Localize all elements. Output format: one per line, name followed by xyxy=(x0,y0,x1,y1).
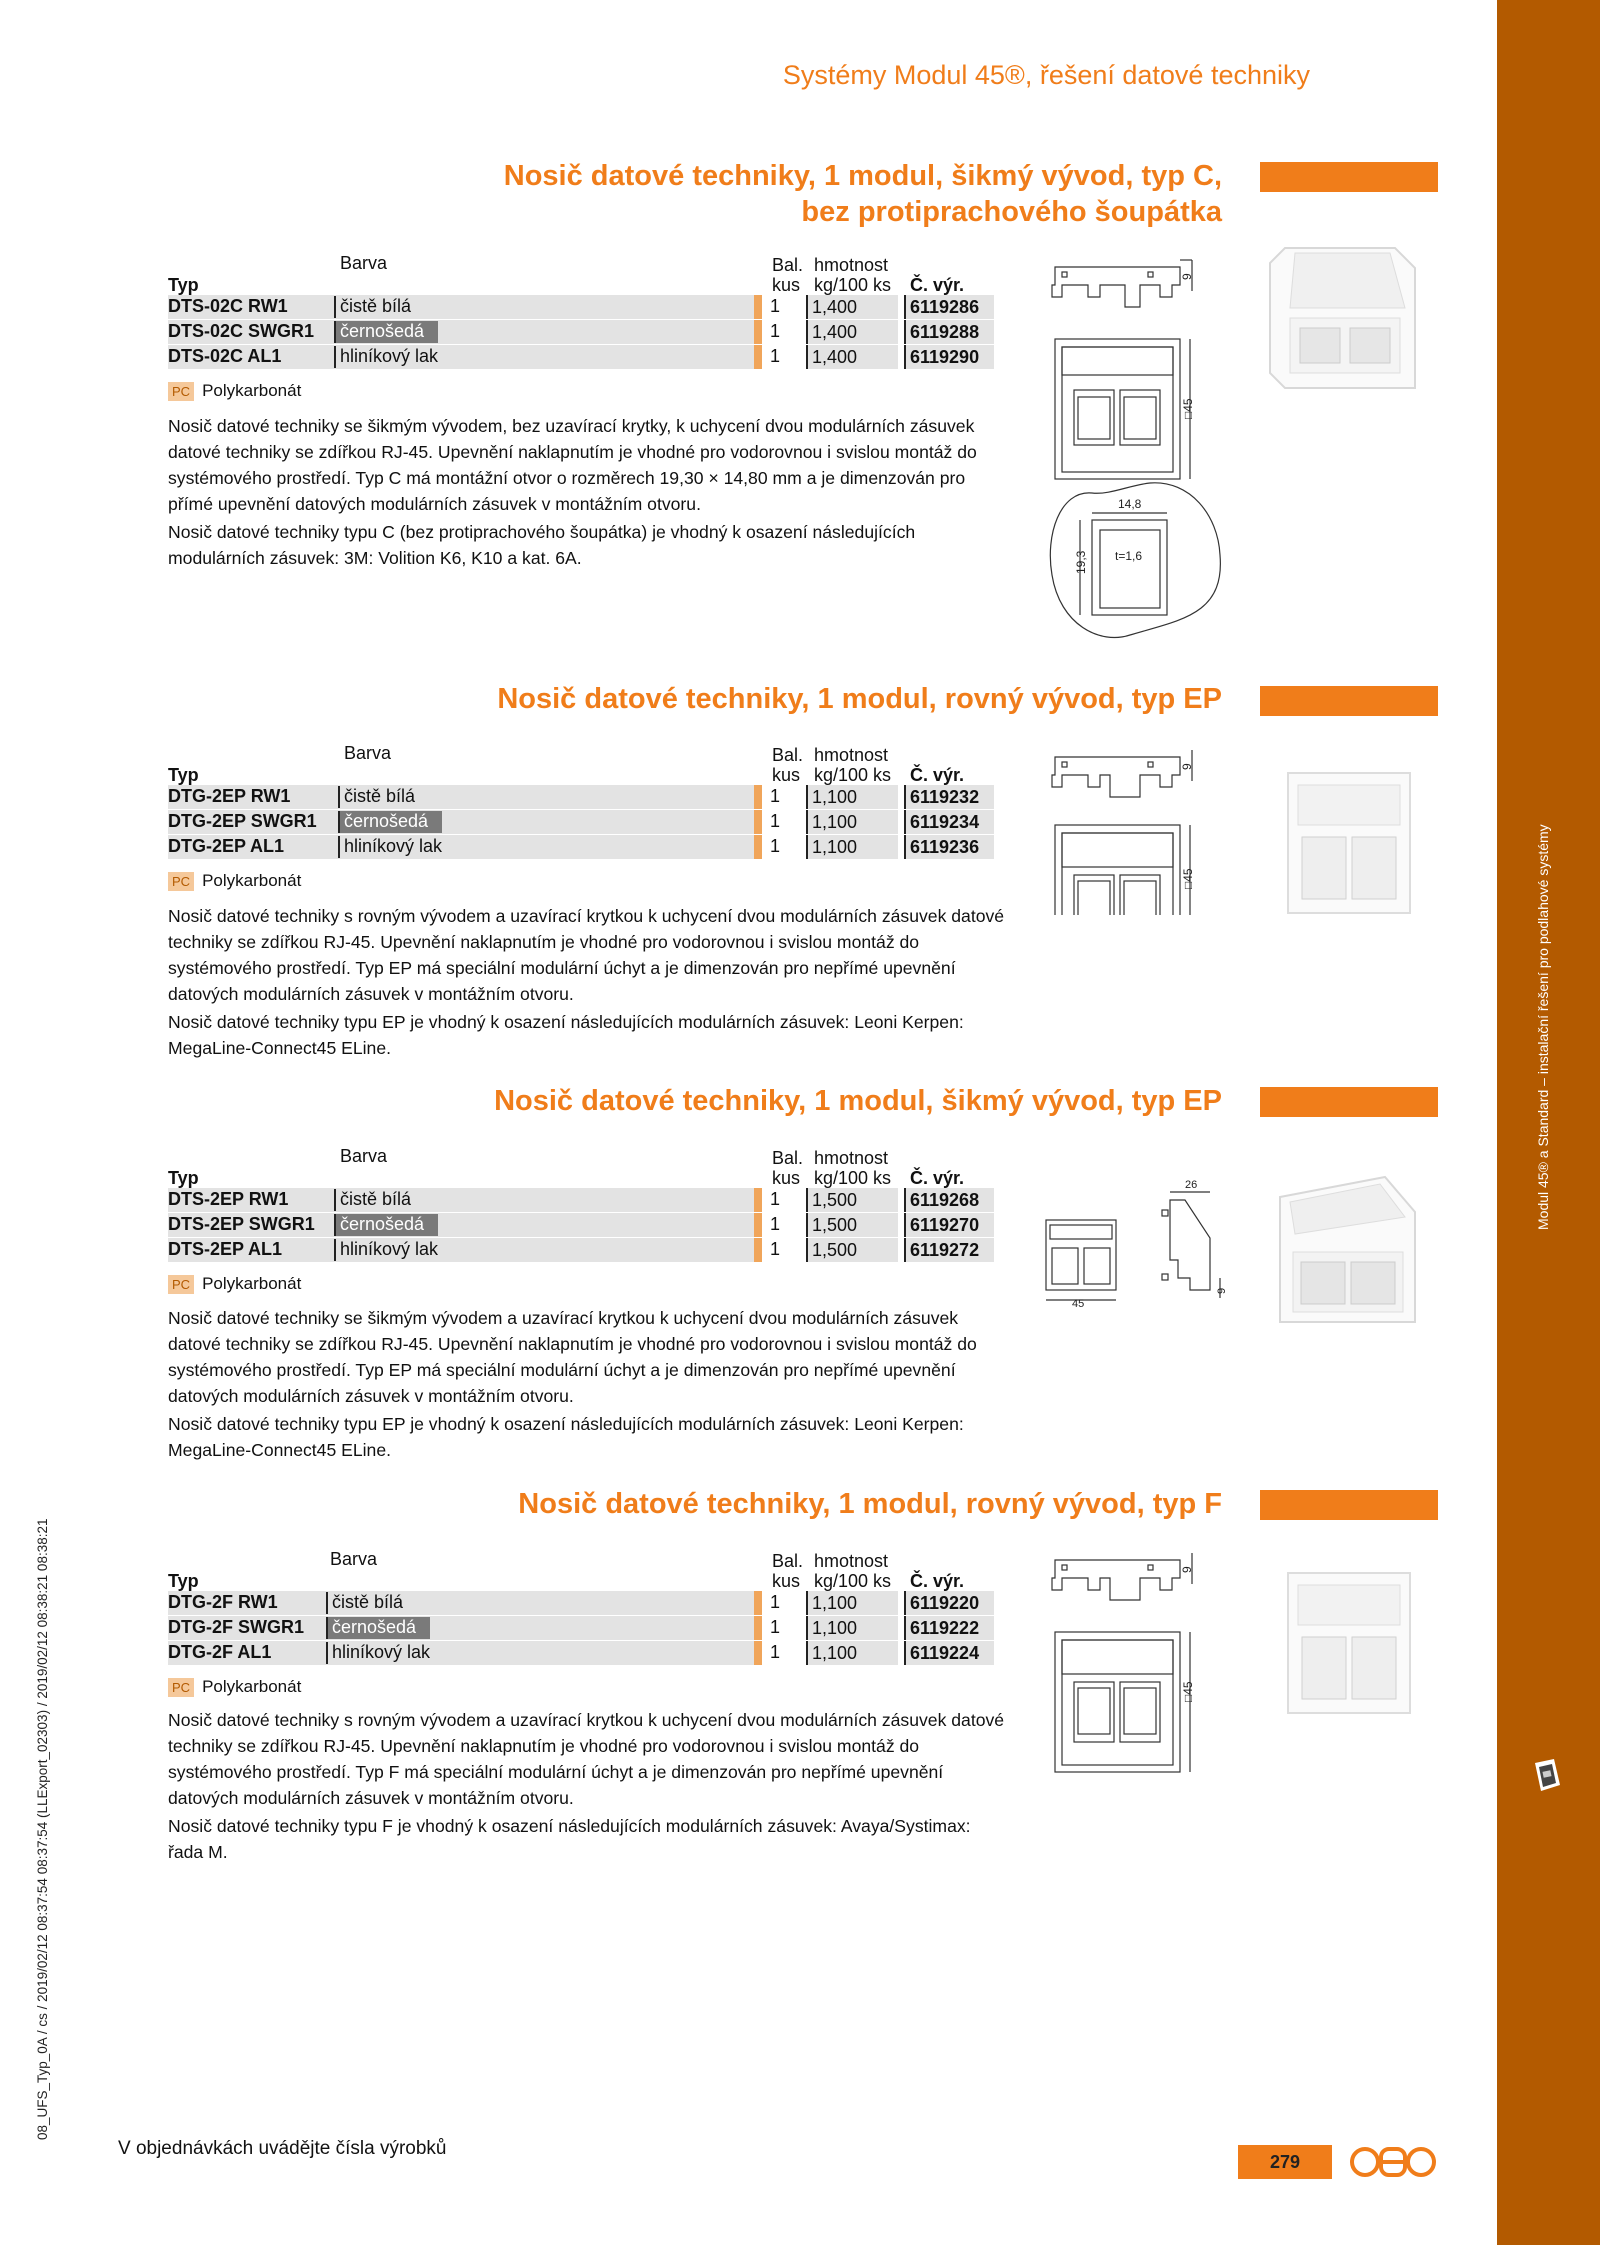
table-row: DTG-2EP AL1 hliníkový lak 1 1,100 6119236 xyxy=(168,835,998,859)
table-row: DTG-2F RW1 čistě bílá 1 1,100 6119220 xyxy=(168,1591,998,1615)
svg-text:26: 26 xyxy=(1185,1179,1198,1191)
technical-drawing xyxy=(1040,1548,1230,1788)
svg-text:t=1,6: t=1,6 xyxy=(1115,549,1143,563)
table-row: DTG-2F SWGR1 černošedá 1 1,100 6119222 xyxy=(168,1616,998,1640)
svg-text:14,8: 14,8 xyxy=(1118,497,1142,511)
svg-text:□45: □45 xyxy=(1181,868,1195,889)
footer-note: V objednávkách uvádějte čísla výrobků xyxy=(118,2138,447,2159)
svg-text:19,3: 19,3 xyxy=(1074,550,1088,574)
section-title: Nosič datové techniky, 1 modul, šikmý vývod, typ EP xyxy=(494,1085,1222,1117)
product-table: Barva Typ Bal. kus hmotnost kg/100 ks Č. výr. DTS-02C RW1 čistě bílá 1 1,400 6119286 DTS-02C SWGR1 černošedá 1 1,400 6119288 DTS-02C AL1 hliníkový lak 1 1,400 6119290 xyxy=(168,253,998,370)
section-title: Nosič datové techniky, 1 modul, šikmý vývod, typ C, bez protiprachového šoupátka xyxy=(503,160,1222,228)
table-row: DTS-2EP SWGR1 černošedá 1 1,500 6119270 xyxy=(168,1213,998,1237)
description: Nosič datové techniky s rovným vývodem a uzavírací krytkou k uchycení dvou modulárních zásuvek datové techniky se zdířkou RJ-45. Upevnění naklapnutím je vhodné pro vodorovnou i svislou montáž do systémového prostředí. Typ EP má speciální modulární úchyt a je dimenzován pro nepřímé upevnění datových modulárních zásuvek v montážním otvoru. Nosič datové techniky typu EP je vhodný k osazení následujících modulárních zásuvek: Leoni Kerpen: MegaLine-Connect45 ELine. xyxy=(168,906,1005,1058)
product-photo xyxy=(1265,238,1430,403)
section-bar xyxy=(1260,162,1438,192)
page-number: 279 xyxy=(1238,2145,1332,2179)
section-bar xyxy=(1260,686,1438,716)
section-bar xyxy=(1260,1490,1438,1520)
description: Nosič datové techniky se šikmým vývodem, bez uzavírací krytky, k uchycení dvou modulárních zásuvek datové techniky se zdířkou RJ-45. Upevnění naklapnutím je vhodné pro vodorovnou i svislou montáž do systémového prostředí. Typ C má montážní otvor o rozměrech 19,30 × 14,80 mm a je dimenzován pro přímé upevnění datových modulárních zásuvek v montážním otvoru. Nosič datové techniky typu C (bez protiprachového šoupátka) je vhodný k osazení následujících modulárních zásuvek: 3M: Volition K6, K10 a kat. 6A. xyxy=(168,416,977,568)
table-row: DTS-02C AL1 hliníkový lak 1 1,400 6119290 xyxy=(168,345,998,369)
connector-icon xyxy=(1532,1757,1562,1793)
table-row: DTS-02C SWGR1 černošedá 1 1,400 6119288 xyxy=(168,320,998,344)
svg-text:9: 9 xyxy=(1216,1287,1228,1294)
table-row: DTS-02C RW1 čistě bílá 1 1,400 6119286 xyxy=(168,295,998,319)
product-photo xyxy=(1265,1172,1430,1337)
product-table: Barva Typ Bal. kus hmotnost kg/100 ks Č. výr. DTG-2EP RW1 čistě bílá 1 1,100 6119232 DTG-2EP SWGR1 černošedá 1 1,100 6119234 DTG-2EP AL1 hliníkový lak 1 1,100 6119236 xyxy=(168,743,998,860)
svg-text:9: 9 xyxy=(1180,763,1194,770)
section-bar xyxy=(1260,1087,1438,1117)
product-photo xyxy=(1280,765,1420,920)
technical-drawing xyxy=(1040,1170,1230,1310)
print-meta: 08_UFS_Typ_0A / cs / 2019/02/12 08:37:54 08:37:54 (LLExport_02303) / 2019/02/12 08:38:21 08:38:21 xyxy=(35,1518,50,2140)
section-title: Nosič datové techniky, 1 modul, rovný vývod, typ EP xyxy=(497,683,1222,715)
page-title: Systémy Modul 45®, řešení datové techniky xyxy=(782,60,1310,90)
table-row: DTS-2EP AL1 hliníkový lak 1 1,500 6119272 xyxy=(168,1238,998,1262)
section-title: Nosič datové techniky, 1 modul, rovný vývod, typ F xyxy=(518,1488,1222,1520)
product-table: Barva Typ Bal. kus hmotnost kg/100 ks Č. výr. DTG-2F RW1 čistě bílá 1 1,100 6119220 DTG-2F SWGR1 černošedá 1 1,100 6119222 DTG-2F AL1 hliníkový lak 1 1,100 6119224 xyxy=(168,1549,998,1666)
product-photo xyxy=(1280,1565,1420,1720)
svg-text:□45: □45 xyxy=(1181,398,1195,419)
svg-text:45: 45 xyxy=(1072,1298,1085,1310)
material-label: PC Polykarbonát xyxy=(168,1274,301,1294)
svg-text:9: 9 xyxy=(1180,1566,1194,1573)
technical-drawing xyxy=(1040,255,1230,650)
description: Nosič datové techniky se šikmým vývodem a uzavírací krytkou k uchycení dvou modulárních zásuvek datové techniky se zdířkou RJ-45. Upevnění naklapnutím je vhodné pro vodorovnou i svislou montáž do systémového prostředí. Typ EP má speciální modulární úchyt a je dimenzován pro nepřímé upevnění datových modulárních zásuvek v montážním otvoru. Nosič datové techniky typu EP je vhodný k osazení následujících modulárních zásuvek: Leoni Kerpen: MegaLine-Connect45 ELine. xyxy=(168,1308,977,1460)
table-row: DTG-2EP SWGR1 černošedá 1 1,100 6119234 xyxy=(168,810,998,834)
table-row: DTS-2EP RW1 čistě bílá 1 1,500 6119268 xyxy=(168,1188,998,1212)
product-table: Barva Typ Bal. kus hmotnost kg/100 ks Č. výr. DTS-2EP RW1 čistě bílá 1 1,500 6119268 DTS-2EP SWGR1 černošedá 1 1,500 6119270 DTS-2EP AL1 hliníkový lak 1 1,500 6119272 xyxy=(168,1146,998,1263)
obo-logo xyxy=(1350,2146,1436,2178)
material-label: PC Polykarbonát xyxy=(168,1677,301,1697)
svg-text:□45: □45 xyxy=(1181,1681,1195,1702)
technical-drawing xyxy=(1040,745,1230,915)
svg-text:9: 9 xyxy=(1180,273,1194,280)
side-caption: Modul 45® a Standard – instalační řešení pro podlahové systémy xyxy=(1535,824,1551,1230)
material-label: PC Polykarbonát xyxy=(168,381,301,401)
description: Nosič datové techniky s rovným vývodem a uzavírací krytkou k uchycení dvou modulárních zásuvek datové techniky se zdířkou RJ-45. Upevnění naklapnutím je vhodné pro vodorovnou i svislou montáž do systémového prostředí. Typ F má speciální modulární úchyt a je dimenzován pro nepřímé upevnění datových modulárních zásuvek v montážním otvoru. Nosič datové techniky typu F je vhodný k osazení následujících modulárních zásuvek: Avaya/Systimax: řada M. xyxy=(168,1710,1005,1862)
table-row: DTG-2EP RW1 čistě bílá 1 1,100 6119232 xyxy=(168,785,998,809)
table-row: DTG-2F AL1 hliníkový lak 1 1,100 6119224 xyxy=(168,1641,998,1665)
material-label: PC Polykarbonát xyxy=(168,871,301,891)
